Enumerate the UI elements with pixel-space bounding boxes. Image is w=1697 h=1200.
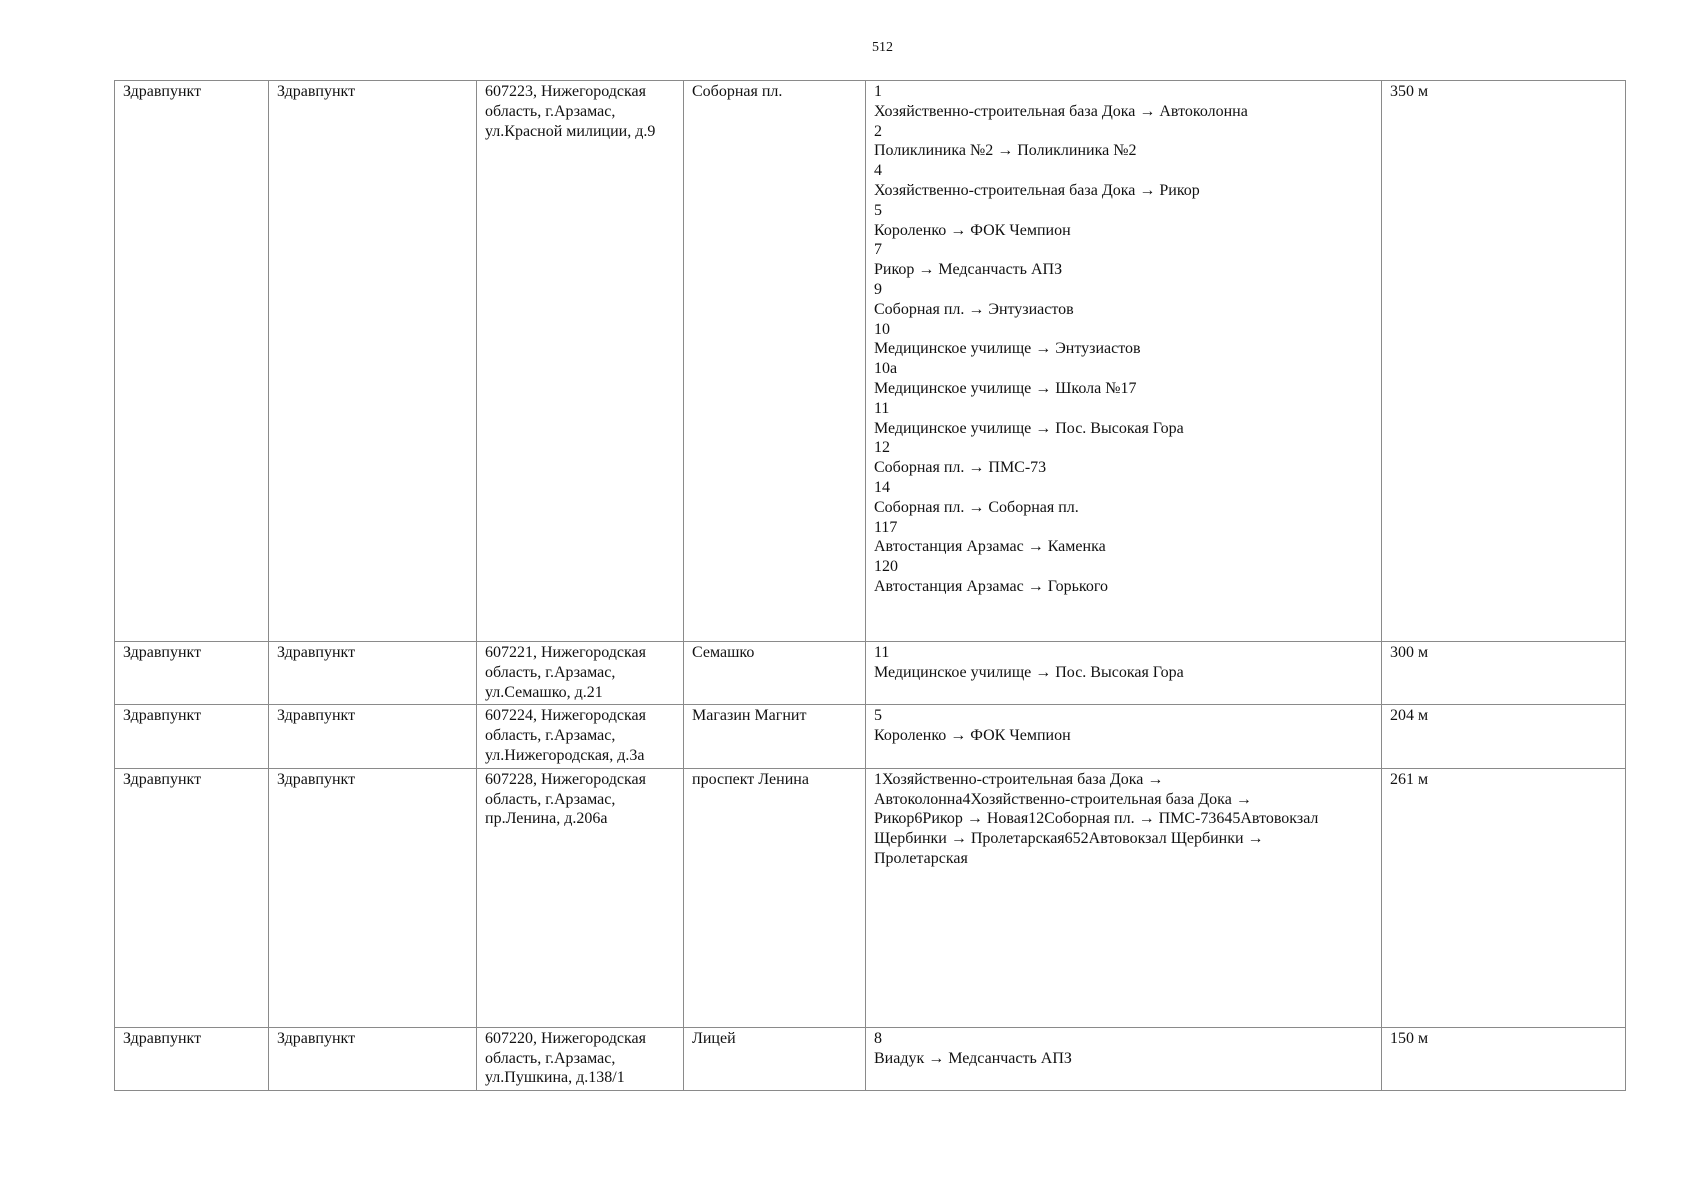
route-path: Автостанция Арзамас → Каменка [874, 538, 1106, 556]
route-path: Автостанция Арзамас → Горького [874, 577, 1108, 595]
route-text: Автоколонна4Хозяйственно-строительная база Дока → [874, 790, 1252, 808]
routes-cell [866, 768, 1382, 1027]
address-cell [477, 1027, 684, 1090]
address-line: 607224, Нижегородская [485, 707, 646, 725]
route-path: Короленко → ФОК Чемпион [874, 727, 1071, 745]
route-number: 120 [874, 558, 898, 576]
route-text: Рикор6Рикор → Новая12Соборная пл. → ПМС-73645Автовокзал [874, 810, 1319, 828]
address-line: ул.Красной милиции, д.9 [485, 122, 656, 140]
route-path: Соборная пл. → Энтузиастов [874, 300, 1074, 318]
route-number: 4 [874, 162, 882, 180]
facility-type-cell: Здравпункт [115, 81, 269, 642]
distance-cell: 150 м [1382, 1027, 1626, 1090]
facility-type-cell: Здравпункт [115, 642, 269, 705]
routes-cell [866, 1027, 1382, 1090]
facility-name-cell: Здравпункт [269, 768, 477, 1027]
distance-cell: 261 м [1382, 768, 1626, 1027]
stop-cell: проспект Ленина [684, 768, 866, 1027]
table-row [115, 642, 1626, 705]
table-row [115, 768, 1626, 1027]
address-line: область, г.Арзамас, [485, 1049, 616, 1067]
address-line: область, г.Арзамас, [485, 727, 616, 745]
address-cell [477, 642, 684, 705]
routes-cell [866, 81, 1382, 642]
table-row [115, 1027, 1626, 1090]
address-line: область, г.Арзамас, [485, 790, 616, 808]
route-number: 10 [874, 320, 890, 338]
route-number: 11 [874, 399, 890, 417]
route-path: Медицинское училище → Пос. Высокая Гора [874, 419, 1184, 437]
facility-name-cell: Здравпункт [269, 81, 477, 642]
stop-cell: Соборная пл. [684, 81, 866, 642]
address-line: 607228, Нижегородская [485, 770, 646, 788]
page-number: 512 [872, 40, 893, 55]
route-path: Хозяйственно-строительная база Дока → Рикор [874, 181, 1200, 199]
route-path: Хозяйственно-строительная база Дока → Автоколонна [874, 102, 1248, 120]
route-text: Пролетарская [874, 849, 968, 867]
table-row [115, 81, 1626, 642]
route-number: 12 [874, 439, 890, 457]
stop-cell: Лицей [684, 1027, 866, 1090]
route-text: 1Хозяйственно-строительная база Дока → [874, 770, 1164, 788]
stop-cell: Магазин Магнит [684, 705, 866, 768]
stop-cell: Семашко [684, 642, 866, 705]
route-number: 8 [874, 1029, 882, 1047]
facility-name-cell: Здравпункт [269, 1027, 477, 1090]
route-number: 117 [874, 518, 898, 536]
address-line: 607220, Нижегородская [485, 1029, 646, 1047]
route-number: 5 [874, 707, 882, 725]
address-line: ул.Пушкина, д.138/1 [485, 1069, 625, 1087]
address-line: область, г.Арзамас, [485, 102, 616, 120]
route-number: 9 [874, 280, 882, 298]
distance-cell: 300 м [1382, 642, 1626, 705]
address-line: ул.Нижегородская, д.3а [485, 746, 645, 764]
routes-cell [866, 642, 1382, 705]
route-text: Щербинки → Пролетарская652Автовокзал Щербинки → [874, 830, 1264, 848]
address-line: 607223, Нижегородская [485, 83, 646, 100]
facility-type-cell: Здравпункт [115, 705, 269, 768]
address-line: область, г.Арзамас, [485, 663, 616, 681]
facility-type-cell: Здравпункт [115, 1027, 269, 1090]
route-number: 14 [874, 478, 890, 496]
route-path: Соборная пл. → Соборная пл. [874, 498, 1079, 516]
address-cell [477, 705, 684, 768]
address-cell [477, 768, 684, 1027]
facility-name-cell: Здравпункт [269, 642, 477, 705]
route-number: 11 [874, 644, 890, 661]
route-path: Медицинское училище → Энтузиастов [874, 340, 1141, 358]
facilities-table [114, 80, 1626, 1091]
route-path: Медицинское училище → Пос. Высокая Гора [874, 663, 1184, 681]
route-number: 1 [874, 83, 882, 100]
table-body [115, 81, 1626, 1091]
route-number: 5 [874, 201, 882, 219]
route-path: Поликлиника №2 → Поликлиника №2 [874, 142, 1137, 160]
facility-name-cell: Здравпункт [269, 705, 477, 768]
route-path: Рикор → Медсанчасть АПЗ [874, 261, 1063, 279]
route-number: 10а [874, 360, 898, 378]
address-cell [477, 81, 684, 642]
distance-cell: 350 м [1382, 81, 1626, 642]
facility-type-cell: Здравпункт [115, 768, 269, 1027]
route-number: 2 [874, 122, 882, 140]
address-line: пр.Ленина, д.206а [485, 810, 608, 828]
table-row [115, 705, 1626, 768]
address-line: 607221, Нижегородская [485, 644, 646, 661]
address-line: ул.Семашко, д.21 [485, 683, 603, 701]
route-number: 7 [874, 241, 882, 259]
distance-cell: 204 м [1382, 705, 1626, 768]
routes-cell [866, 705, 1382, 768]
route-path: Соборная пл. → ПМС-73 [874, 459, 1047, 477]
route-path: Медицинское училище → Школа №17 [874, 379, 1137, 397]
route-path: Виадук → Медсанчасть АПЗ [874, 1049, 1072, 1067]
route-path: Короленко → ФОК Чемпион [874, 221, 1071, 239]
